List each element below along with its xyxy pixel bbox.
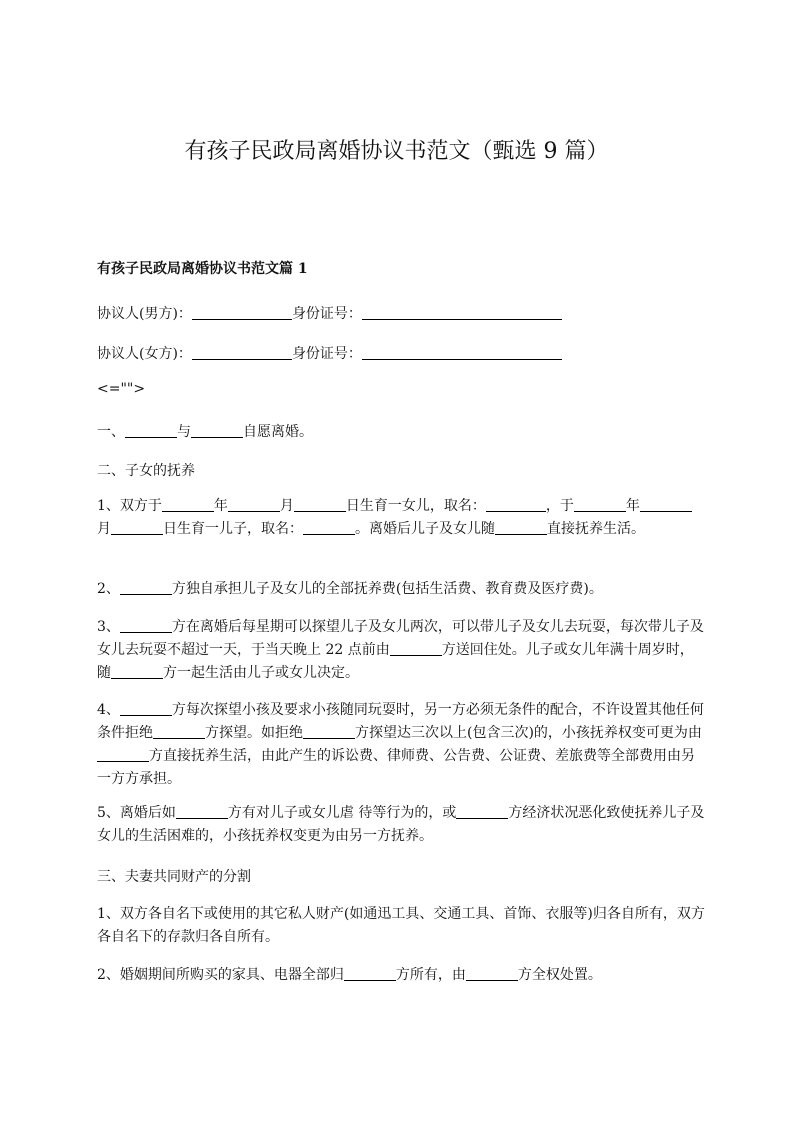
text: 方所有，由: [395, 967, 466, 983]
blank: [486, 497, 546, 512]
female-party-line: [97, 343, 707, 365]
clause-text: 自愿离婚。: [243, 424, 313, 440]
text: 3、: [97, 619, 120, 635]
blank: [303, 520, 355, 535]
paragraph-5: [97, 802, 705, 848]
text: 方独自承担儿子及女儿的全部抚养费(包括生活费、教育费及医疗费)。: [171, 581, 603, 597]
blank: [111, 520, 163, 535]
paragraph-4: [97, 699, 705, 791]
text: 日生育一儿子，取名：: [163, 521, 303, 537]
text: 方每次探望小孩及要求小孩随同玩耍时，另一方必须无条件的配合，不许设置其他任何条件拒绝: [97, 702, 704, 741]
blank: [111, 664, 163, 679]
text: 2、婚姻期间所购买的家具、电器全部归: [97, 967, 344, 983]
female-id-blank: [362, 345, 562, 360]
text: 年: [625, 498, 640, 514]
paragraph-6: [97, 903, 705, 949]
clause-text: 与: [177, 424, 191, 440]
section-property-division: 三、夫妻共同财产的分割: [97, 869, 251, 885]
text: 方一起生活由儿子或女儿决定。: [163, 665, 359, 681]
text: 日生育一女儿，取名：: [345, 498, 486, 514]
blank: [456, 804, 508, 819]
blank: [176, 804, 228, 819]
male-name-blank: [192, 305, 292, 320]
text: 年: [213, 498, 228, 514]
party-b-blank: [191, 423, 243, 438]
male-id-blank: [362, 305, 562, 320]
text: 方有对儿子或女儿虐 待等行为的，或: [227, 805, 457, 821]
blank: [640, 497, 692, 512]
clause-divorce: [97, 421, 707, 443]
blank: [466, 966, 518, 981]
male-id-label: 身份证号：: [291, 306, 362, 322]
text: 方经济状况恶化致使抚养儿子及女儿的生活困难的，小孩抚养权变更为由另一方抚养。: [97, 805, 705, 844]
blank: [153, 724, 205, 739]
paragraph-2: [97, 578, 705, 601]
text: 1、双方于: [97, 498, 162, 514]
male-party-label: 协议人(男方)：: [97, 306, 192, 322]
paragraph-7: [97, 964, 705, 987]
text: 方直接抚养生活，由此产生的诉讼费、律师费、公告费、公证费、差旅费等全部费用由另一方方承担。: [97, 748, 695, 787]
blank: [495, 520, 547, 535]
blank: [97, 747, 149, 762]
blank: [344, 966, 396, 981]
blank: [120, 618, 172, 633]
text: 2、: [97, 581, 120, 597]
text: 方送回住处。儿子或女儿年满十周岁时，随: [97, 642, 694, 681]
section-heading: 有孩子民政局离婚协议书范文篇 1: [97, 261, 308, 277]
section-child-custody: 二、子女的抚养: [97, 463, 195, 479]
text: 方全权处置。: [517, 967, 602, 983]
text: 。离婚后儿子及女儿随: [355, 521, 495, 537]
text: 1、双方各自名下或使用的其它私人财产(如通迅工具、交通工具、首饰、衣服等)归各自所有，双方各自名下的存款归各自所有。: [97, 906, 705, 945]
blank: [162, 497, 214, 512]
text: 方探望。如拒绝: [205, 725, 303, 741]
blank: [228, 497, 280, 512]
female-party-label: 协议人(女方)：: [97, 346, 192, 362]
stray-text: <="">: [97, 381, 146, 397]
paragraph-1: [97, 495, 705, 541]
blank: [574, 497, 626, 512]
blank: [303, 724, 355, 739]
text: 5、离婚后如: [97, 805, 176, 821]
text: 月: [97, 521, 111, 537]
paragraph-3: [97, 616, 705, 685]
male-party-line: [97, 303, 707, 325]
female-name-blank: [192, 345, 292, 360]
page-title: 有孩子民政局离婚协议书范文（甄选 9 篇）: [184, 139, 609, 164]
text: 直接抚养生活。: [547, 521, 645, 537]
blank: [120, 701, 172, 716]
text: 4、: [97, 702, 120, 718]
text: 月: [279, 498, 294, 514]
party-a-blank: [125, 423, 177, 438]
female-id-label: 身份证号：: [291, 346, 362, 362]
text: 方探望达三次以上(包含三次)的，小孩抚养权变可更为由: [355, 725, 702, 741]
blank: [120, 580, 172, 595]
clause-number: 一、: [97, 424, 125, 440]
blank: [294, 497, 346, 512]
blank: [390, 641, 442, 656]
text: ，于: [545, 498, 574, 514]
text: 方在离婚后每星期可以探望儿子及女儿两次，可以带儿子及女儿去玩耍，每次带儿子及女儿去玩耍不超过一天，于当天晚上 22 点前由: [97, 619, 704, 658]
